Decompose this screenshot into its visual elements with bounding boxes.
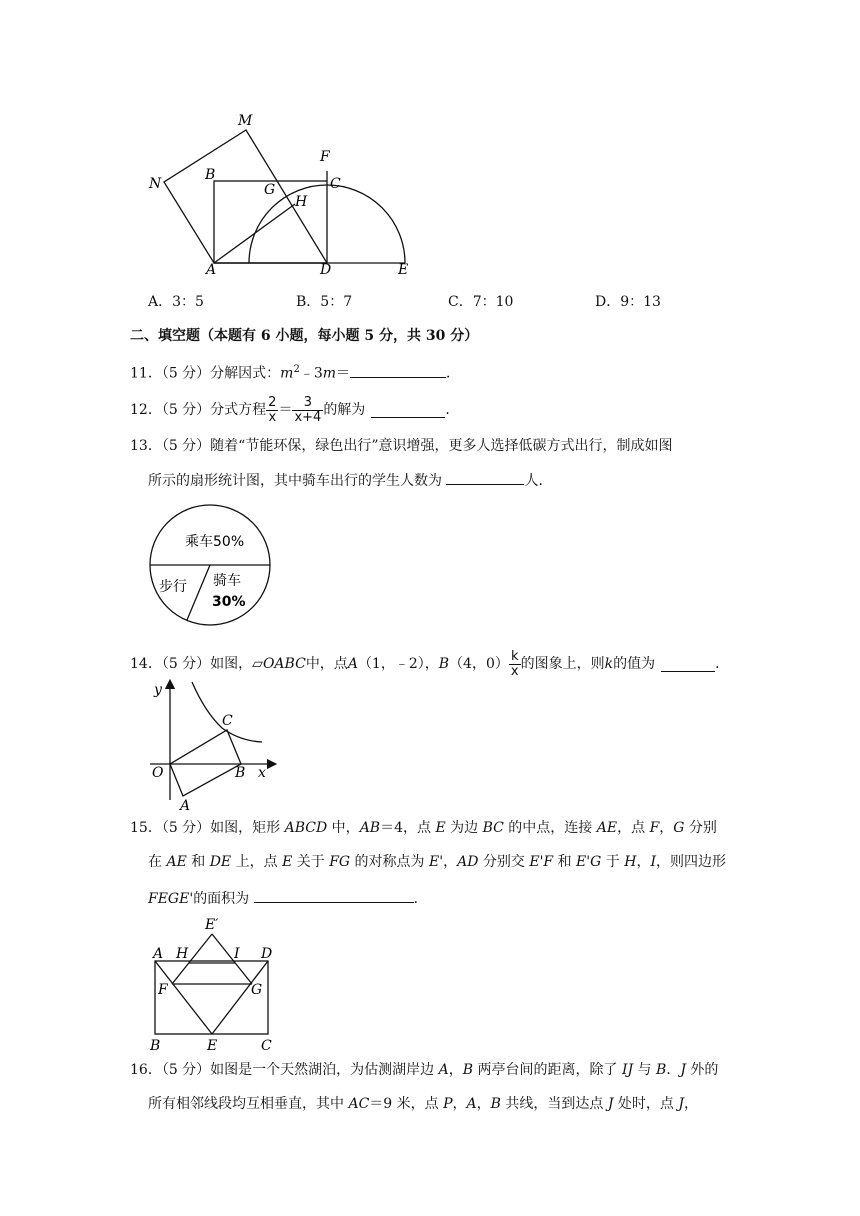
question-13-line1: 13．（5 分）随着“节能环保，绿色出行”意识增强，更多人选择低碳方式出行，制成如图	[130, 438, 673, 454]
label-F: F	[320, 149, 330, 165]
pie-label-bus: 乘车50%	[185, 534, 245, 550]
question-15-line1: 15．（5 分）如图，矩形 ABCD 中，AB＝4，点 E 为边 BC 的中点，连接 AE，点 F，G 分别	[130, 820, 717, 836]
pie-label-bike: 骑车	[213, 573, 241, 589]
answer-blank-12	[371, 403, 445, 418]
label-B: B	[150, 1038, 161, 1054]
answer-blank-13	[446, 470, 524, 485]
label-A: A	[153, 946, 164, 962]
answer-blank-15	[254, 888, 414, 903]
label-O: O	[152, 765, 164, 781]
q14-figure	[140, 676, 280, 814]
label-E: E	[398, 262, 409, 278]
answer-blank-11	[350, 363, 446, 378]
question-16-line2: 所有相邻线段均互相垂直，其中 AC＝9 米，点 P，A，B 共线，当到达点 J 处时，点 J，	[148, 1096, 698, 1112]
label-D: D	[261, 946, 273, 962]
question-15-line3: FEGE'的面积为 ．	[148, 888, 428, 909]
q10-option-c: C．7：10	[448, 294, 514, 310]
pie-label-walk: 步行	[159, 579, 187, 595]
q10-figure	[140, 105, 430, 285]
fraction-3-over-x-plus-4: $\frac{3}{x+4}$	[294, 394, 322, 425]
question-14: 14．（5 分）如图， ▱ OABC 中，点 A （1，﹣2）， B （4，0） $\frac{k}{x}$ 的图象上，则 k 的值为 ．	[130, 648, 730, 679]
q10-option-b: B．5：7	[296, 294, 353, 310]
label-B: B	[235, 765, 246, 781]
segment-AH	[214, 204, 295, 263]
segment-GEp	[212, 934, 252, 984]
label-x: x	[258, 765, 266, 781]
question-13-line2: 所示的扇形统计图，其中骑车出行的学生人数为 人．	[148, 470, 552, 491]
label-G: G	[264, 182, 276, 198]
label-F: F	[158, 982, 168, 998]
label-C: C	[222, 713, 233, 729]
question-15-line2: 在 AE 和 DE 上，点 E 关于 FG 的对称点为 E'，AD 分别交 E'F 和 E'G 于 H，I，则四边形	[148, 854, 726, 870]
pie-chart	[145, 500, 275, 630]
label-y: y	[154, 682, 162, 698]
label-D: D	[320, 262, 332, 278]
parallelogram-OABC	[170, 730, 241, 796]
answer-blank-14	[661, 657, 715, 672]
q10-option-a: A．3：5	[148, 294, 204, 310]
pie-label-bike-percent: 30%	[212, 594, 246, 610]
label-M: M	[238, 113, 253, 129]
q10-option-d: D．9：13	[595, 294, 661, 310]
label-G: G	[251, 982, 263, 998]
label-E: E	[207, 1038, 218, 1054]
label-H: H	[176, 946, 189, 962]
label-C: C	[261, 1038, 272, 1054]
section-heading: 二、填空题（本题有 6 小题，每小题 5 分，共 30 分）	[130, 328, 479, 344]
fraction-k-over-x: $\frac{k}{x}$	[510, 648, 519, 679]
label-N: N	[149, 176, 162, 192]
label-B: B	[205, 167, 216, 183]
pie-divider-slant	[187, 565, 210, 620]
hyperbola-curve	[192, 682, 262, 742]
label-A: A	[180, 798, 191, 814]
label-Ep: E′	[205, 917, 219, 933]
fraction-2-over-x: $\frac{2}{x}$	[268, 394, 277, 425]
question-12: 12．（5 分）分式方程 $\frac{2}{x}$ ＝ $\frac{3}{x+4}$ 的解为 ．	[130, 394, 460, 425]
question-16-line1: 16．（5 分）如图是一个天然湖泊，为估测湖岸边 A，B 两亭台间的距离，除了 IJ 与 B．J 外的	[130, 1062, 719, 1078]
label-C: C	[330, 176, 341, 192]
label-A: A	[206, 262, 217, 278]
q15-figure	[140, 910, 290, 1060]
label-I: I	[234, 946, 240, 962]
label-H: H	[295, 194, 308, 210]
question-11: 11．（5 分）分解因式：$m^2﹣3m=$ ．	[130, 364, 461, 382]
